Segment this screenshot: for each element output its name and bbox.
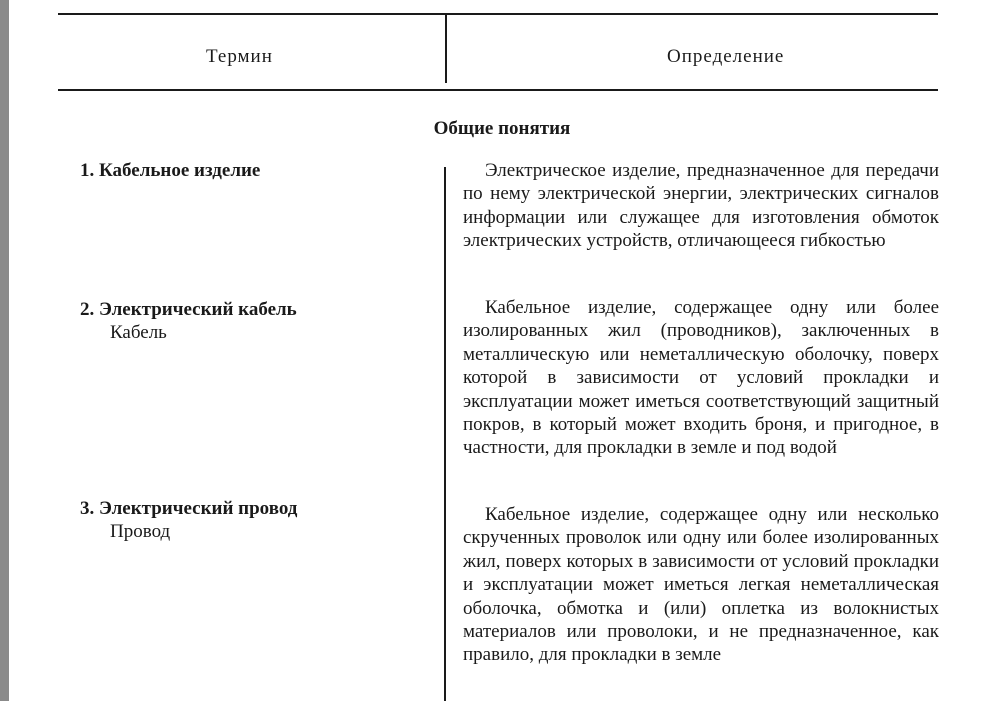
term-synonym: Кабель bbox=[110, 322, 167, 343]
term-title: 2. Электрический кабель bbox=[80, 299, 297, 320]
term-entry-3 bbox=[80, 497, 297, 543]
definition-entry-2: Кабельное изделие, содержащее одну или более изолированных жил (проводников), заключенных в металлическую или неметаллическую оболочку, поверх которой в зависимости от условий прокладки и эксплуатации может иметься соответствующий защитный покров, в который может входить броня, и пригодное, в частности, для прокладки в земле и под водой bbox=[463, 297, 939, 459]
term-title: 3. Электрический провод bbox=[80, 498, 298, 519]
table-header-rule bbox=[58, 89, 938, 91]
body-column-divider bbox=[444, 167, 446, 701]
column-header-definition: Определение bbox=[667, 46, 785, 67]
term-title: 1. Кабельное изделие bbox=[80, 160, 261, 181]
term-entry-1 bbox=[80, 159, 260, 182]
term-entry-2 bbox=[80, 298, 297, 344]
table-top-rule bbox=[58, 13, 938, 15]
column-header-term: Термин bbox=[206, 46, 273, 67]
header-column-divider bbox=[445, 15, 447, 83]
page-edge-strip bbox=[0, 0, 9, 701]
definition-entry-3: Кабельное изделие, содержащее одну или несколько скрученных проволок или одну или более изолированных жил, поверх которых в зависимости от условий прокладки и эксплуатации может иметься легкая неметаллическая оболочка, обмотка и (или) оплетка из волокнистых материалов или проволоки, и не предназначенное, как правило, для прокладки в земле bbox=[463, 504, 939, 666]
section-title: Общие понятия bbox=[433, 118, 571, 139]
term-synonym: Провод bbox=[110, 521, 171, 542]
definition-entry-1: Электрическое изделие, предназначенное для передачи по нему электрической энергии, электрических сигналов информации или служащее для изготовления обмоток электрических устройств, отличающееся гибкостью bbox=[463, 160, 939, 252]
